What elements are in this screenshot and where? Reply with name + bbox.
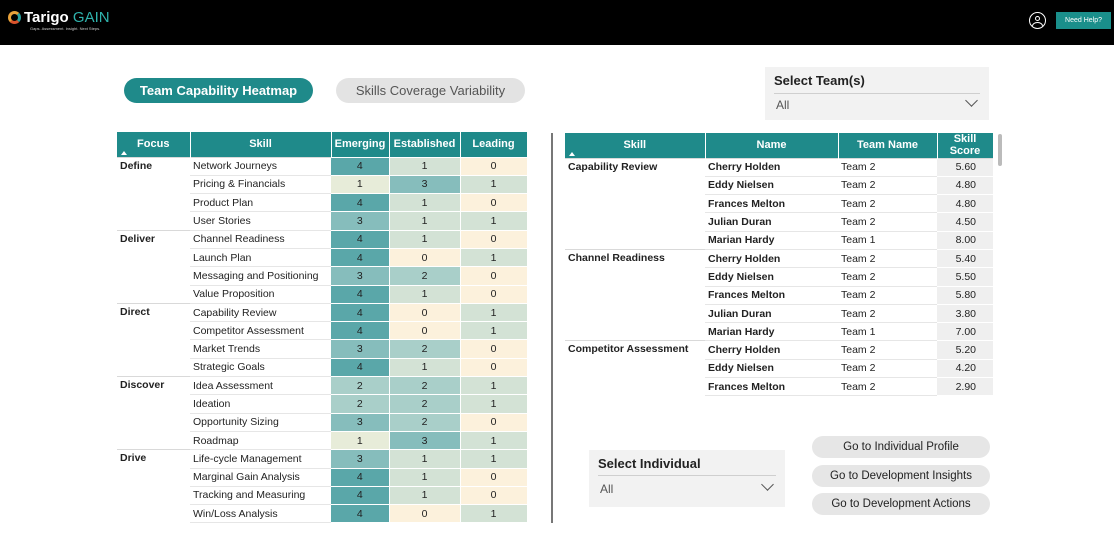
team-name-cell[interactable]: Team 2 (838, 213, 937, 231)
sort-ascending-icon[interactable] (121, 151, 127, 155)
focus-cell[interactable]: Deliver (117, 230, 190, 303)
emerging-cell[interactable]: 4 (331, 322, 389, 340)
team-name-cell[interactable]: Team 2 (838, 341, 937, 359)
established-cell[interactable]: 1 (389, 194, 460, 212)
emerging-cell[interactable]: 2 (331, 377, 389, 395)
established-cell[interactable]: 2 (389, 377, 460, 395)
emerging-cell[interactable]: 4 (331, 303, 389, 321)
focus-cell[interactable]: Direct (117, 303, 190, 376)
leading-cell[interactable]: 0 (460, 285, 527, 303)
leading-cell[interactable]: 1 (460, 505, 527, 523)
established-cell[interactable]: 1 (389, 486, 460, 504)
leading-cell[interactable]: 1 (460, 322, 527, 340)
emerging-cell[interactable]: 4 (331, 486, 389, 504)
skill-group-cell[interactable]: Channel Readiness (565, 249, 705, 340)
skill-cell[interactable]: Life-cycle Management (190, 450, 331, 468)
individual-slicer-divider (598, 475, 776, 476)
column-header-skill[interactable]: Skill (190, 132, 331, 157)
skill-score-cell[interactable]: 2.90 (937, 378, 993, 396)
name-cell[interactable]: Eddy Nielsen (705, 176, 838, 194)
skill-cell[interactable]: Value Proposition (190, 285, 331, 303)
established-cell[interactable]: 0 (389, 303, 460, 321)
leading-cell[interactable]: 1 (460, 395, 527, 413)
focus-cell[interactable]: Discover (117, 377, 190, 450)
emerging-cell[interactable]: 4 (331, 468, 389, 486)
table-row[interactable] (117, 157, 527, 175)
established-cell[interactable]: 1 (389, 230, 460, 248)
team-name-cell[interactable]: Team 2 (838, 359, 937, 377)
brand-name-accent: GAIN (72, 9, 110, 26)
detail-header-row (565, 133, 993, 158)
skill-score-cell[interactable]: 4.50 (937, 213, 993, 231)
column-header-established[interactable]: Established (389, 132, 460, 157)
team-name-cell[interactable]: Team 2 (838, 176, 937, 194)
skill-cell[interactable]: Channel Readiness (190, 230, 331, 248)
established-cell[interactable]: 1 (389, 468, 460, 486)
table-row[interactable] (117, 450, 527, 468)
team-name-cell[interactable]: Team 2 (838, 304, 937, 322)
panel-divider (551, 133, 553, 523)
logo-mark-icon (8, 11, 21, 24)
established-cell[interactable]: 3 (389, 431, 460, 449)
team-name-cell[interactable]: Team 2 (838, 195, 937, 213)
skill-cell[interactable]: Product Plan (190, 194, 331, 212)
emerging-cell[interactable]: 4 (331, 285, 389, 303)
skill-score-cell[interactable]: 4.80 (937, 195, 993, 213)
column-header-emerging[interactable]: Emerging (331, 132, 389, 157)
column-header-skill[interactable] (565, 133, 705, 158)
skill-cell[interactable]: Ideation (190, 395, 331, 413)
leading-cell[interactable]: 1 (460, 303, 527, 321)
skill-cell[interactable]: Roadmap (190, 431, 331, 449)
emerging-cell[interactable]: 4 (331, 194, 389, 212)
established-cell[interactable]: 1 (389, 212, 460, 230)
go-to-development-insights-button[interactable]: Go to Development Insights (812, 465, 990, 487)
emerging-cell[interactable]: 4 (331, 505, 389, 523)
established-cell[interactable]: 1 (389, 450, 460, 468)
name-cell[interactable]: Marian Hardy (705, 323, 838, 341)
individual-slicer[interactable] (589, 450, 785, 507)
established-cell[interactable]: 0 (389, 248, 460, 266)
focus-cell[interactable]: Drive (117, 450, 190, 523)
column-header-skill-score[interactable]: Skill Score (937, 133, 993, 158)
skill-cell[interactable]: Strategic Goals (190, 358, 331, 376)
established-cell[interactable]: 0 (389, 505, 460, 523)
established-cell[interactable]: 2 (389, 267, 460, 285)
emerging-cell[interactable]: 3 (331, 340, 389, 358)
established-cell[interactable]: 3 (389, 175, 460, 193)
table-row[interactable] (565, 158, 993, 176)
table-row[interactable] (565, 249, 993, 267)
skill-cell[interactable]: Idea Assessment (190, 377, 331, 395)
skill-score-cell[interactable]: 5.60 (937, 158, 993, 176)
skill-cell[interactable]: Launch Plan (190, 248, 331, 266)
leading-cell[interactable]: 0 (460, 230, 527, 248)
leading-cell[interactable]: 1 (460, 212, 527, 230)
need-help-button[interactable]: Need Help? (1056, 12, 1111, 29)
skill-cell[interactable]: Capability Review (190, 303, 331, 321)
table-row[interactable] (117, 377, 527, 395)
name-cell[interactable]: Cherry Holden (705, 341, 838, 359)
emerging-cell[interactable]: 4 (331, 230, 389, 248)
emerging-cell[interactable]: 4 (331, 358, 389, 376)
brand-name (24, 9, 110, 26)
team-name-cell[interactable]: Team 2 (838, 286, 937, 304)
leading-cell[interactable]: 0 (460, 413, 527, 431)
skill-cell[interactable]: User Stories (190, 212, 331, 230)
team-slicer[interactable] (765, 67, 989, 120)
skill-cell[interactable]: Market Trends (190, 340, 331, 358)
skill-cell[interactable]: Competitor Assessment (190, 322, 331, 340)
skill-cell[interactable]: Network Journeys (190, 157, 331, 175)
leading-cell[interactable]: 0 (460, 486, 527, 504)
leading-cell[interactable]: 0 (460, 194, 527, 212)
leading-cell[interactable]: 0 (460, 267, 527, 285)
skill-cell[interactable]: Tracking and Measuring (190, 486, 331, 504)
column-header-focus[interactable] (117, 132, 190, 157)
skill-score-cell[interactable]: 5.20 (937, 341, 993, 359)
leading-cell[interactable]: 0 (460, 340, 527, 358)
heatmap-table (117, 132, 528, 523)
skill-group-cell[interactable]: Capability Review (565, 158, 705, 249)
skill-score-cell[interactable]: 5.40 (937, 249, 993, 267)
emerging-cell[interactable]: 3 (331, 413, 389, 431)
table-scrollbar[interactable] (998, 134, 1002, 166)
name-cell[interactable]: Frances Melton (705, 286, 838, 304)
established-cell[interactable]: 1 (389, 157, 460, 175)
skill-cell[interactable]: Marginal Gain Analysis (190, 468, 331, 486)
skill-score-cell[interactable]: 8.00 (937, 231, 993, 249)
chevron-down-icon[interactable] (965, 94, 978, 107)
chevron-down-icon[interactable] (761, 478, 774, 491)
name-cell[interactable]: Eddy Nielsen (705, 359, 838, 377)
leading-cell[interactable]: 0 (460, 157, 527, 175)
team-name-cell[interactable]: Team 1 (838, 323, 937, 341)
emerging-cell[interactable]: 2 (331, 395, 389, 413)
name-cell[interactable]: Julian Duran (705, 304, 838, 322)
name-cell[interactable]: Cherry Holden (705, 249, 838, 267)
name-cell[interactable]: Julian Duran (705, 213, 838, 231)
name-cell[interactable]: Cherry Holden (705, 158, 838, 176)
established-cell[interactable]: 1 (389, 358, 460, 376)
team-name-cell[interactable]: Team 2 (838, 249, 937, 267)
table-row[interactable] (117, 303, 527, 321)
name-cell[interactable]: Frances Melton (705, 195, 838, 213)
established-cell[interactable]: 2 (389, 340, 460, 358)
emerging-cell[interactable]: 3 (331, 267, 389, 285)
skill-cell[interactable]: Messaging and Positioning (190, 267, 331, 285)
leading-cell[interactable]: 0 (460, 468, 527, 486)
skill-cell[interactable]: Win/Loss Analysis (190, 505, 331, 523)
table-row[interactable] (565, 341, 993, 359)
emerging-cell[interactable]: 1 (331, 175, 389, 193)
skill-score-cell[interactable]: 5.80 (937, 286, 993, 304)
skill-score-cell[interactable]: 4.20 (937, 359, 993, 377)
established-cell[interactable]: 1 (389, 285, 460, 303)
emerging-cell[interactable]: 1 (331, 431, 389, 449)
team-name-cell[interactable]: Team 1 (838, 231, 937, 249)
emerging-cell[interactable]: 4 (331, 248, 389, 266)
tab-team-capability-heatmap[interactable]: Team Capability Heatmap (124, 78, 313, 103)
go-to-development-actions-button[interactable]: Go to Development Actions (812, 493, 990, 515)
heatmap-header-row (117, 132, 527, 157)
column-header-leading[interactable]: Leading (460, 132, 527, 157)
column-header-skill-label: Skill (623, 139, 647, 152)
top-bar (0, 0, 1114, 45)
emerging-cell[interactable]: 3 (331, 212, 389, 230)
skill-score-cell[interactable]: 7.00 (937, 323, 993, 341)
emerging-cell[interactable]: 3 (331, 450, 389, 468)
team-name-cell[interactable]: Team 2 (838, 158, 937, 176)
leading-cell[interactable]: 1 (460, 175, 527, 193)
individual-slicer-value[interactable]: All (600, 482, 614, 496)
leading-cell[interactable]: 0 (460, 358, 527, 376)
column-header-team-name[interactable]: Team Name (838, 133, 937, 158)
table-row[interactable] (117, 230, 527, 248)
established-cell[interactable]: 2 (389, 413, 460, 431)
leading-cell[interactable]: 1 (460, 450, 527, 468)
team-name-cell[interactable]: Team 2 (838, 378, 937, 396)
leading-cell[interactable]: 1 (460, 248, 527, 266)
leading-cell[interactable]: 1 (460, 431, 527, 449)
skill-score-cell[interactable]: 3.80 (937, 304, 993, 322)
skill-detail-table (565, 133, 994, 396)
brand-tagline: Gaps. Assessment. Insight. Next Steps. (30, 26, 101, 31)
sort-ascending-icon[interactable] (569, 152, 575, 156)
column-header-name[interactable]: Name (705, 133, 838, 158)
team-slicer-value[interactable]: All (776, 98, 790, 112)
focus-cell[interactable]: Define (117, 157, 190, 230)
user-account-icon[interactable] (1029, 12, 1046, 29)
emerging-cell[interactable]: 4 (331, 157, 389, 175)
skill-group-cell[interactable]: Competitor Assessment (565, 341, 705, 396)
name-cell[interactable]: Frances Melton (705, 378, 838, 396)
skill-score-cell[interactable]: 4.80 (937, 176, 993, 194)
skill-cell[interactable]: Pricing & Financials (190, 175, 331, 193)
individual-slicer-title: Select Individual (598, 456, 701, 471)
skill-cell[interactable]: Opportunity Sizing (190, 413, 331, 431)
tab-skills-coverage-variability[interactable]: Skills Coverage Variability (336, 78, 525, 103)
name-cell[interactable]: Eddy Nielsen (705, 268, 838, 286)
team-name-cell[interactable]: Team 2 (838, 268, 937, 286)
team-slicer-title: Select Team(s) (774, 73, 865, 88)
leading-cell[interactable]: 1 (460, 377, 527, 395)
established-cell[interactable]: 0 (389, 322, 460, 340)
name-cell[interactable]: Marian Hardy (705, 231, 838, 249)
team-slicer-divider (774, 93, 980, 94)
brand-name-main: Tarigo (24, 9, 69, 26)
established-cell[interactable]: 2 (389, 395, 460, 413)
column-header-focus-label: Focus (137, 138, 170, 151)
go-to-individual-profile-button[interactable]: Go to Individual Profile (812, 436, 990, 458)
skill-score-cell[interactable]: 5.50 (937, 268, 993, 286)
